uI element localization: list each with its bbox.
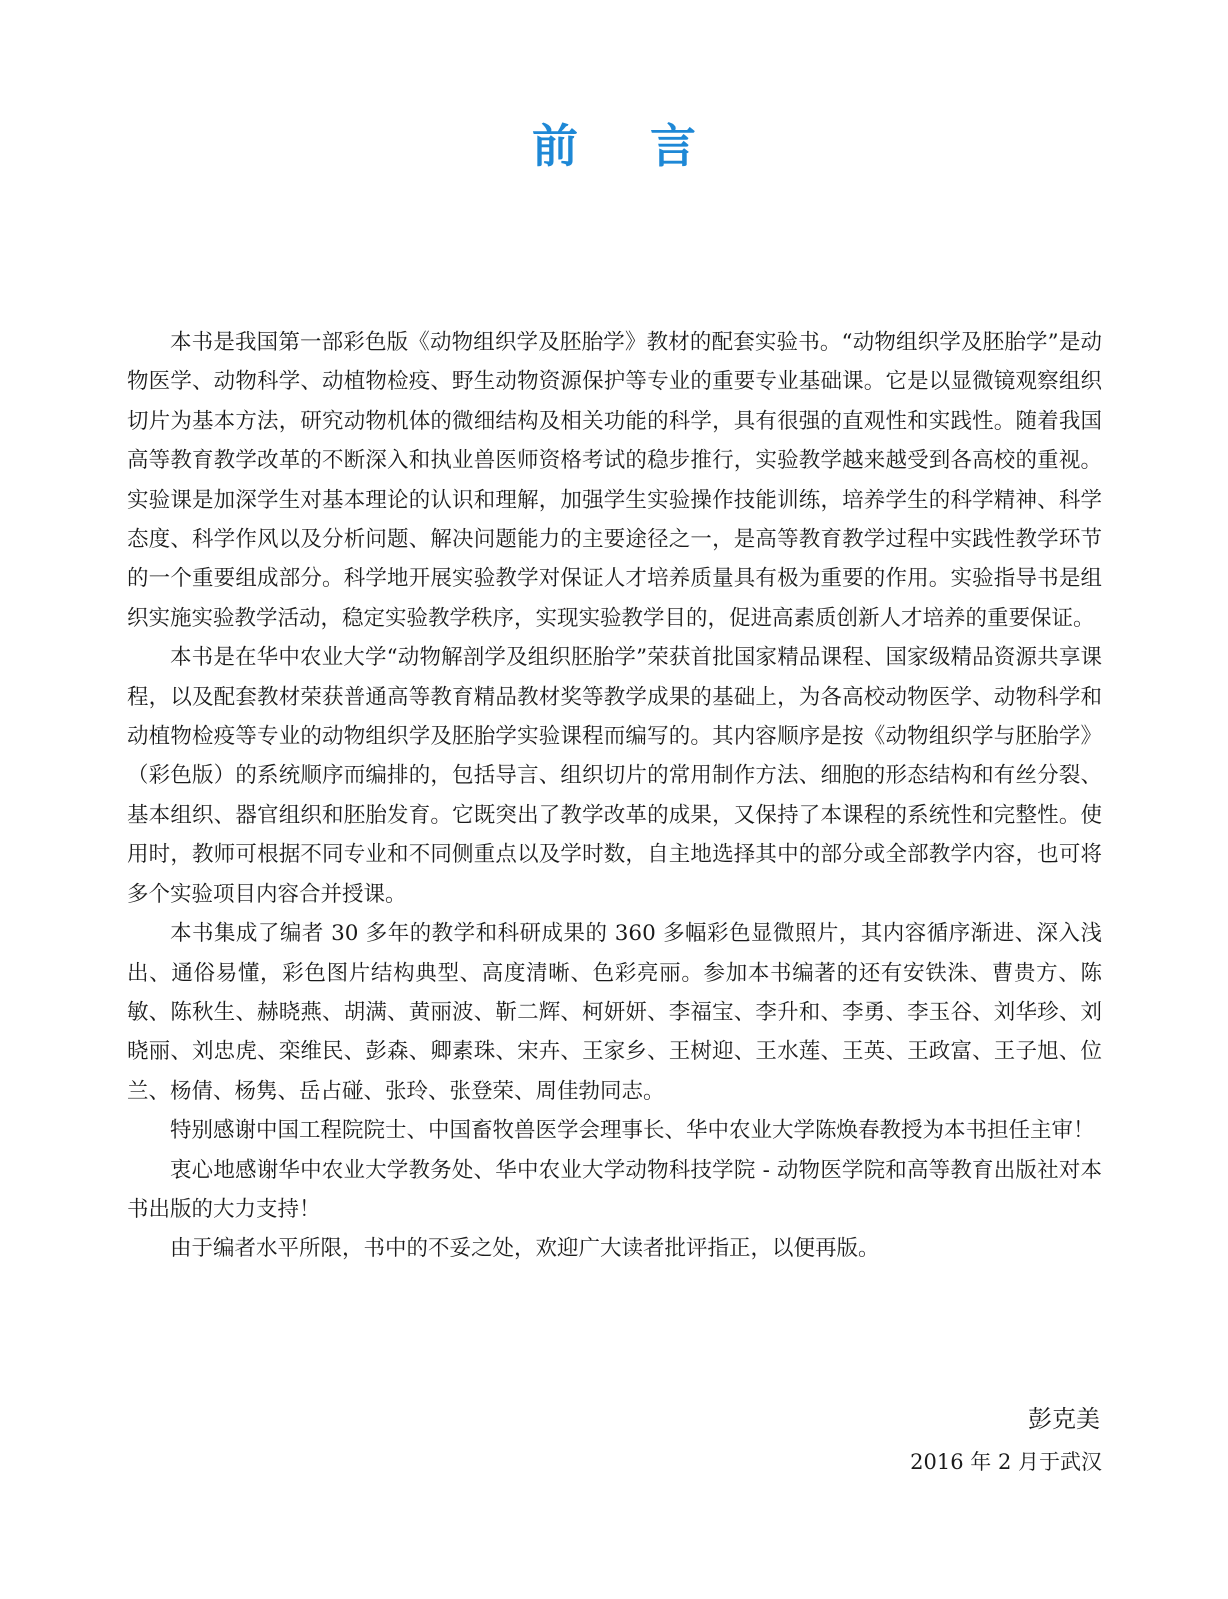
paragraph-2: 本书是在华中农业大学“动物解剖学及组织胚胎学”荣获首批国家精品课程、国家级精品资源共享课程，以及配套教材荣获普通高等教育精品教材奖等教学成果的基础上，为各高校动物医学、动物科学和动植物检疫等专业的动物组织学及胚胎学实验课程而编写的。其内容顺序是按《动物组织学与胚胎学》（彩色版）的系统顺序而编排的，包括导言、组织切片的常用制作方法、细胞的形态结构和有丝分裂、基本组织、器官组织和胚胎发育。它既突出了教学改革的成果，又保持了本课程的系统性和完整性。使用时，教师可根据不同专业和不同侧重点以及学时数，自主地选择其中的部分或全部教学内容，也可将多个实验项目内容合并授课。 — [127, 645, 1102, 907]
paragraph-4: 特别感谢中国工程院院士、中国畜牧兽医学会理事长、华中农业大学陈焕春教授为本书担任主审！ — [170, 1118, 1095, 1144]
paragraph-3: 本书集成了编者 30 多年的教学和科研成果的 360 多幅彩色显微照片，其内容循序渐进、深入浅出、通俗易懂，彩色图片结构典型、高度清晰、色彩亮丽。参加本书编著的还有安铁洙、曹贵方、陈敏、陈秋生、赫晓燕、胡满、黄丽波、靳二辉、柯妍妍、李福宝、李升和、李勇、李玉谷、刘华珍、刘晓丽、刘忠虎、栾维民、彭森、卿素珠、宋卉、王家乡、王树迎、王水莲、王英、王政富、王子旭、位兰、杨倩、杨隽、岳占碰、张玲、张登荣、周佳勃同志。 — [127, 921, 1102, 1104]
preface-body — [127, 323, 1102, 1269]
paragraph-1: 本书是我国第一部彩色版《动物组织学及胚胎学》教材的配套实验书。“动物组织学及胚胎学”是动物医学、动物科学、动植物检疫、野生动物资源保护等专业的重要专业基础课。它是以显微镜观察组织切片为基本方法，研究动物机体的微细结构及相关功能的科学，具有很强的直观性和实践性。随着我国高等教育教学改革的不断深入和执业兽医师资格考试的稳步推行，实验教学越来越受到各高校的重视。实验课是加深学生对基本理论的认识和理解，加强学生实验操作技能训练，培养学生的科学精神、科学态度、科学作风以及分析问题、解决问题能力的主要途径之一，是高等教育教学过程中实践性教学环节的一个重要组成部分。科学地开展实验教学对保证人才培养质量具有极为重要的作用。实验指导书是组织实施实验教学活动，稳定实验教学秩序，实现实验教学目的，促进高素质创新人才培养的重要保证。 — [127, 330, 1102, 631]
paragraph-5: 衷心地感谢华中农业大学教务处、华中农业大学动物科技学院 - 动物医学院和高等教育出版社对本书出版的大力支持！ — [127, 1157, 1102, 1222]
paragraph-6: 由于编者水平所限，书中的不妥之处，欢迎广大读者批评指正，以便再版。 — [170, 1236, 880, 1262]
page-title: 前言 — [532, 119, 768, 173]
author-signature: 彭克美 — [1028, 1405, 1100, 1433]
signature-date: 2016 年 2 月于武汉 — [910, 1450, 1102, 1474]
